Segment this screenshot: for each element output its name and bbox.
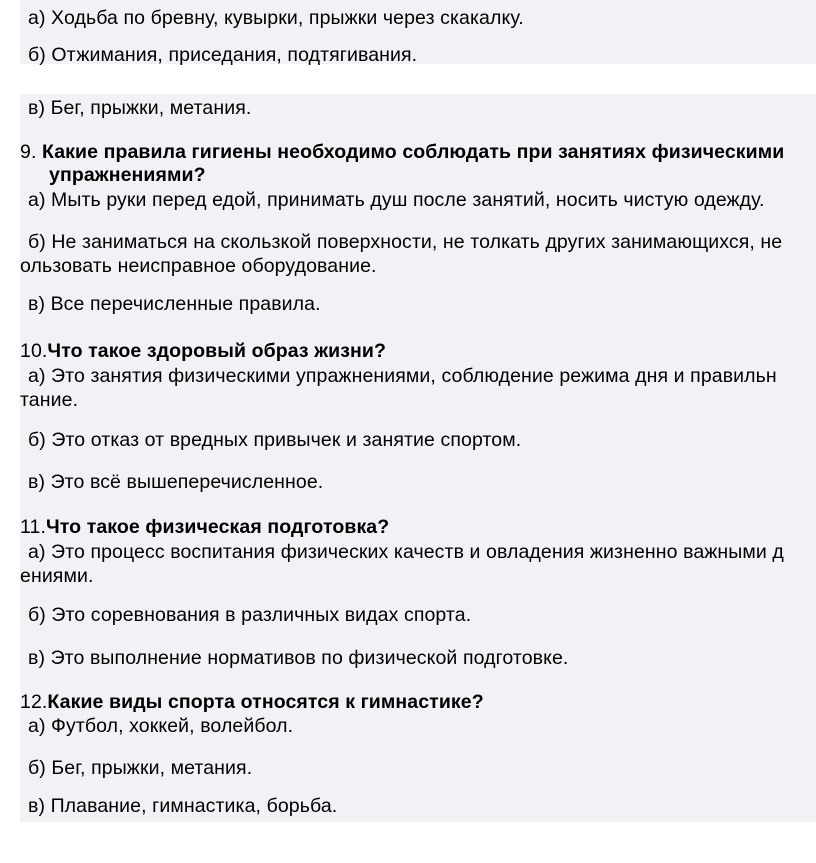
- question-11-answer-a: а) Это процесс воспитания физических качеств и овладения жизненно важными д: [28, 541, 784, 563]
- question-11-answer-b: б) Это соревнования в различных видах спорта.: [28, 604, 472, 626]
- question-10-answer-c: в) Это всё вышеперечисленное.: [28, 471, 324, 493]
- question-12-answer-b: б) Бег, прыжки, метания.: [28, 757, 253, 779]
- question-10-text: Что такое здоровый образ жизни?: [47, 340, 387, 362]
- question-11-text: Что такое физическая подготовка?: [45, 516, 390, 538]
- question-9-title: [20, 140, 784, 164]
- question-11-answer-c: в) Это выполнение нормативов по физической подготовке.: [28, 647, 569, 669]
- question-12-text: Какие виды спорта относятся к гимнастике?: [47, 691, 484, 713]
- question-10-number: 10.: [20, 340, 48, 362]
- question-12-answer-c: в) Плавание, гимнастика, борьба.: [28, 795, 338, 817]
- prev-answer-a: а) Ходьба по бревну, кувырки, прыжки через скакалку.: [28, 7, 524, 29]
- question-10-answer-a: а) Это занятия физическими упражнениями, соблюдение режима дня и правильн: [28, 365, 777, 387]
- question-10-title: [20, 339, 386, 363]
- question-10-answer-a-cont: тание.: [20, 389, 79, 411]
- question-9-number: 9.: [20, 141, 37, 163]
- question-9-answer-b-cont: ользовать неисправное оборудование.: [20, 255, 377, 277]
- question-11-number: 11.: [20, 516, 46, 538]
- question-9-answer-c: в) Все перечисленные правила.: [28, 293, 321, 315]
- question-12-title: [20, 690, 484, 714]
- question-11-answer-a-cont: ениями.: [20, 565, 94, 587]
- question-9-answer-a: а) Мыть руки перед едой, принимать душ после занятий, носить чистую одежду.: [28, 189, 765, 211]
- prev-answer-c: в) Бег, прыжки, метания.: [28, 97, 252, 119]
- question-9-text-cont: упражнениями?: [49, 164, 206, 186]
- question-10-answer-b: б) Это отказ от вредных привычек и занятие спортом.: [28, 429, 522, 451]
- question-9-text: Какие правила гигиены необходимо соблюдать при занятиях физическими: [36, 141, 785, 163]
- prev-answer-b: б) Отжимания, приседания, подтягивания.: [28, 44, 418, 66]
- question-11-title: [20, 515, 389, 539]
- question-9-answer-b: б) Не заниматься на скользкой поверхности, не толкать других занимающихся, не: [28, 231, 783, 253]
- question-12-number: 12.: [20, 691, 48, 713]
- question-12-answer-a: а) Футбол, хоккей, волейбол.: [28, 715, 294, 737]
